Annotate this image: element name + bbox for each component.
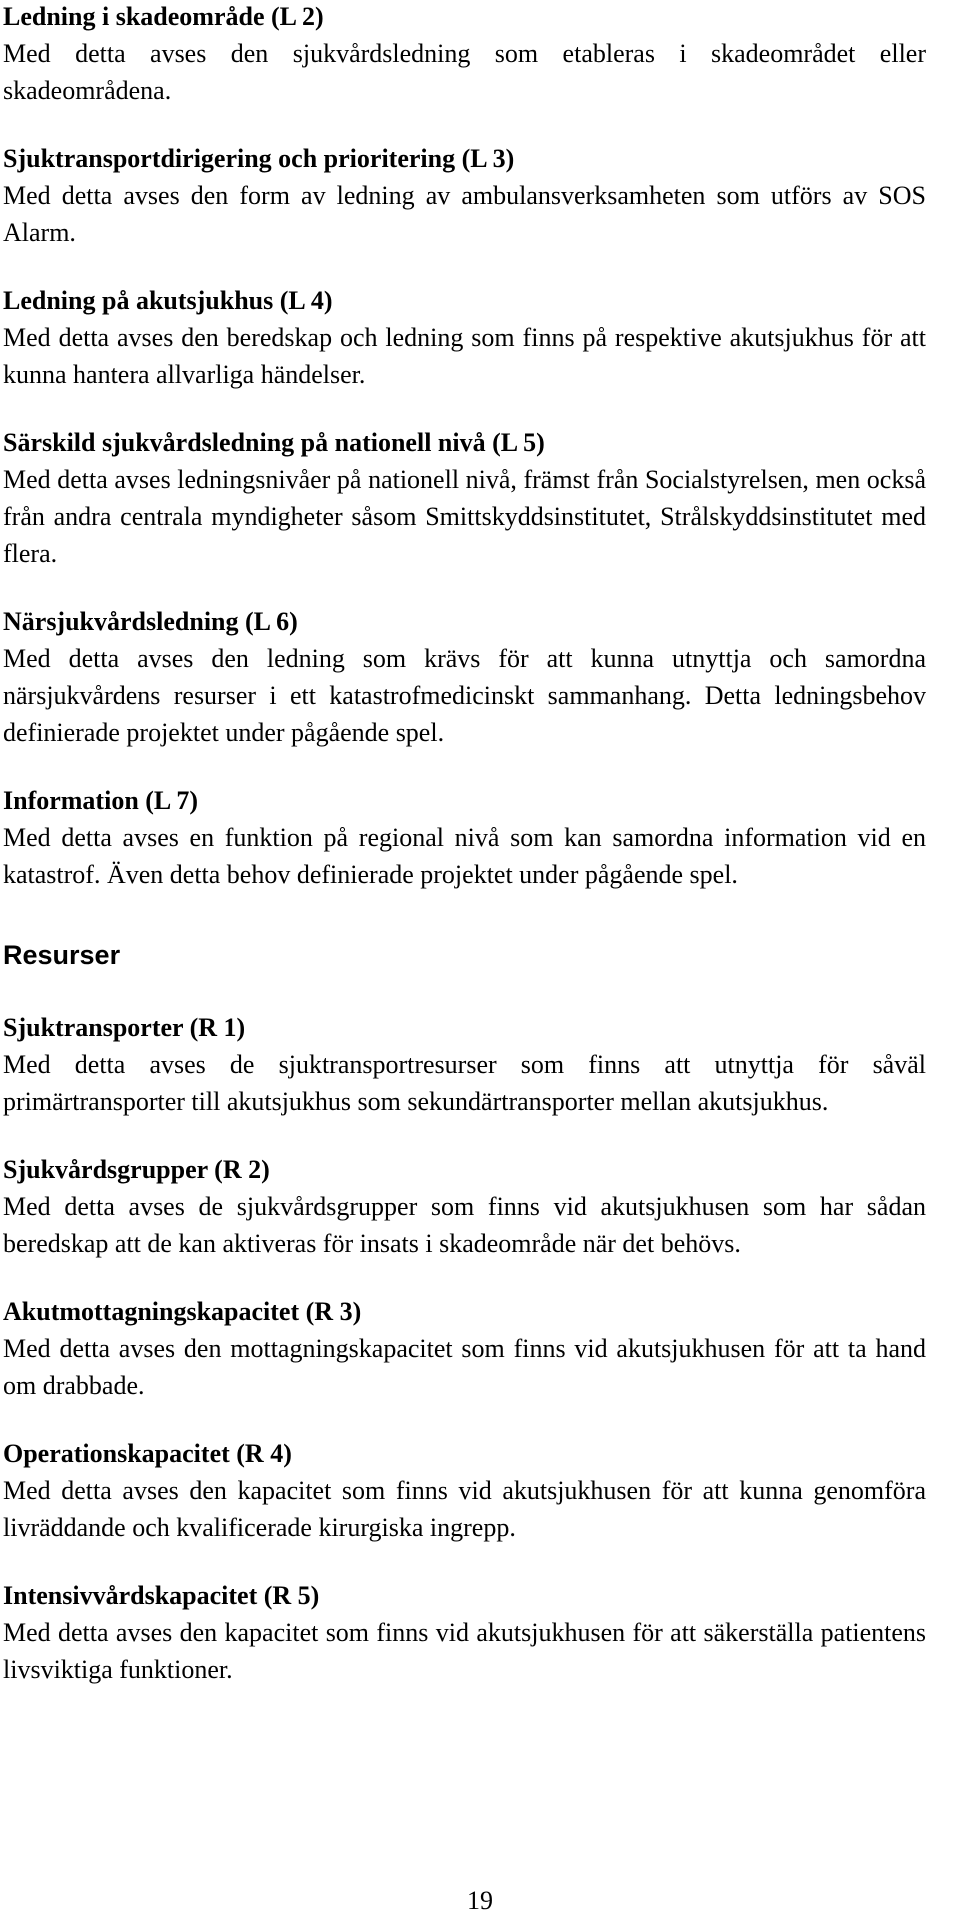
- entry-body: Med detta avses den ledning som krävs för att kunna utnyttja och samordna närsjukvårdens resurser i ett katastrofmedicinskt sammanhang. Detta ledningsbehov definierade projektet under pågående spel.: [3, 644, 926, 747]
- entry-title: Sjukvårdsgrupper (R 2): [3, 1155, 270, 1184]
- entry-r2: [3, 1151, 926, 1262]
- entry-l4: [3, 282, 926, 393]
- entry-body: Med detta avses den form av ledning av ambulansverksamheten som utförs av SOS Alarm.: [3, 181, 926, 247]
- entry-body: Med detta avses en funktion på regional nivå som kan samordna information vid en katastrof. Även detta behov definierade projektet under pågående spel.: [3, 823, 926, 889]
- entry-title: Sjuktransporter (R 1): [3, 1013, 246, 1042]
- entry-l7: [3, 782, 926, 893]
- entry-body: Med detta avses de sjukvårdsgrupper som finns vid akutsjukhusen som har sådan beredskap att de kan aktiveras för insats i skadeområde när det behövs.: [3, 1192, 926, 1258]
- entry-body: Med detta avses den sjukvårdsledning som etableras i skadeområdet eller skadeområdena.: [3, 39, 926, 105]
- entry-body: Med detta avses de sjuktransportresurser som finns att utnyttja för såväl primärtransporter till akutsjukhus som sekundärtransporter mellan akutsjukhus.: [3, 1050, 926, 1116]
- entry-title: Information (L 7): [3, 786, 198, 815]
- entry-title: Ledning i skadeområde (L 2): [3, 2, 324, 31]
- entry-body: Med detta avses den kapacitet som finns vid akutsjukhusen för att säkerställa patientens livsviktiga funktioner.: [3, 1618, 926, 1684]
- page-number: 19: [467, 1886, 493, 1915]
- page-content: [3, 0, 926, 1719]
- entry-body: Med detta avses ledningsnivåer på nationell nivå, främst från Socialstyrelsen, men också från andra centrala myndigheter såsom Smittskyddsinstitutet, Strålskyddsinstitutet med flera.: [3, 465, 926, 568]
- entry-r4: [3, 1435, 926, 1546]
- entry-body: Med detta avses den kapacitet som finns vid akutsjukhusen för att kunna genomföra livräddande och kvalificerade kirurgiska ingrepp.: [3, 1476, 926, 1542]
- entry-l3: [3, 140, 926, 251]
- entry-title: Närsjukvårdsledning (L 6): [3, 607, 298, 636]
- entry-r1: [3, 1009, 926, 1120]
- entry-title: Särskild sjukvårdsledning på nationell nivå (L 5): [3, 428, 545, 457]
- entry-r3: [3, 1293, 926, 1404]
- entry-r5: [3, 1577, 926, 1688]
- entry-title: Ledning på akutsjukhus (L 4): [3, 286, 333, 315]
- entry-title: Intensivvårdskapacitet (R 5): [3, 1581, 320, 1610]
- entry-title: Operationskapacitet (R 4): [3, 1439, 292, 1468]
- section-heading-resources: Resurser: [3, 940, 121, 970]
- entry-l5: [3, 424, 926, 572]
- entry-title: Sjuktransportdirigering och prioritering (L 3): [3, 144, 515, 173]
- entry-l6: [3, 603, 926, 751]
- entry-body: Med detta avses den beredskap och ledning som finns på respektive akutsjukhus för att kunna hantera allvarliga händelser.: [3, 323, 926, 389]
- entry-l2: [3, 0, 926, 109]
- entry-body: Med detta avses den mottagningskapacitet som finns vid akutsjukhusen för att ta hand om drabbade.: [3, 1334, 926, 1400]
- entry-title: Akutmottagningskapacitet (R 3): [3, 1297, 362, 1326]
